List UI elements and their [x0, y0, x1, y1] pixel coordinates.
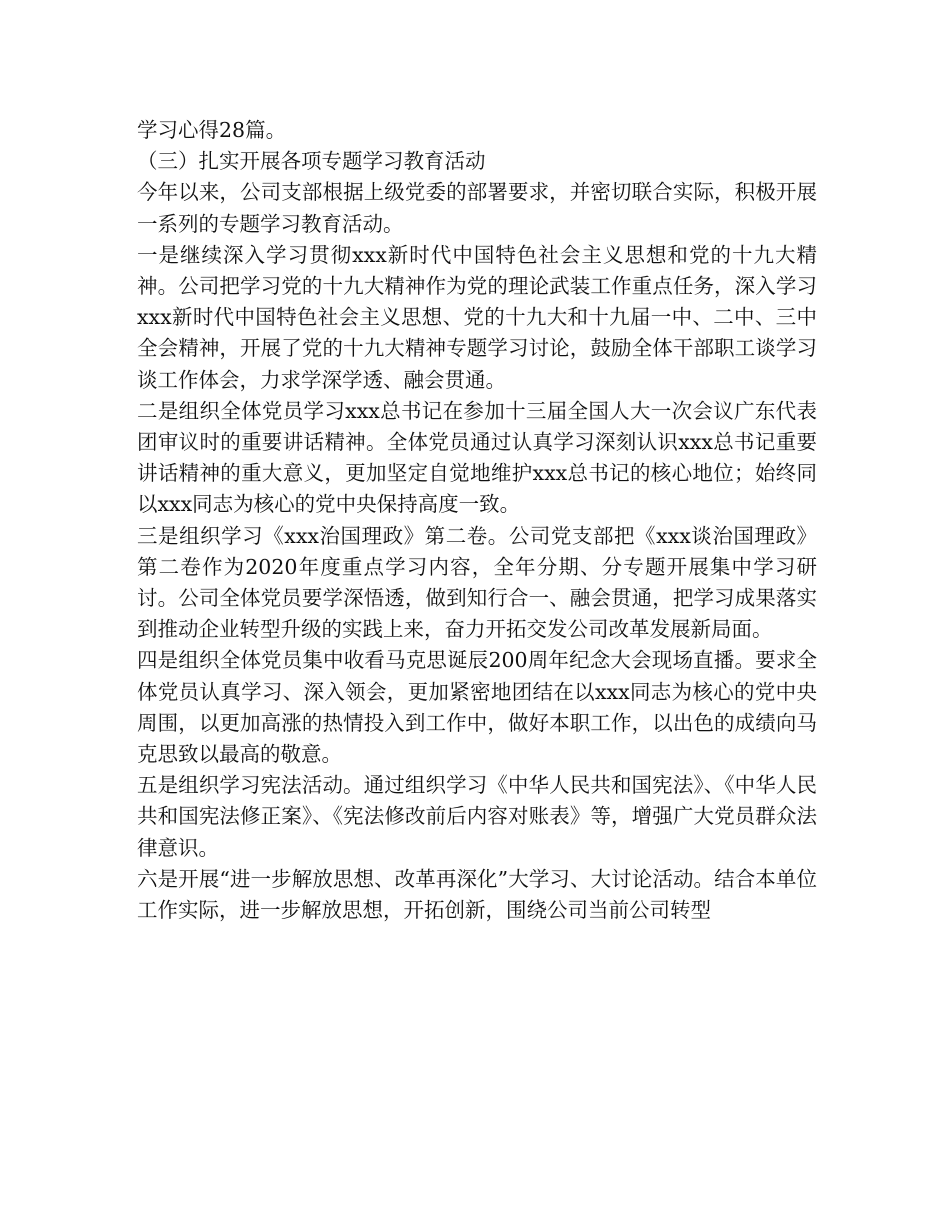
document-body	[137, 115, 817, 926]
paragraph-item-2: 二是组织全体党员学习xxx总书记在参加十三届全国人大一次会议广东代表团审议时的重要讲话精神。全体党员通过认真学习深刻认识xxx总书记重要讲话精神的重大意义，更加坚定自觉地维护xxx总书记的核心地位；始终同以xxx同志为核心的党中央保持高度一致。	[137, 398, 817, 517]
paragraph-1: 学习心得28篇。	[137, 118, 287, 142]
paragraph-item-3: 三是组织学习《xxx治国理政》第二卷。公司党支部把《xxx谈治国理政》第二卷作为2020年度重点学习内容，全年分期、分专题开展集中学习研讨。公司全体党员要学深悟透，做到知行合一、融会贯通，把学习成果落实到推动企业转型升级的实践上来，奋力开拓交发公司改革发展新局面。	[137, 523, 817, 642]
paragraph-item-1: 一是继续深入学习贯彻xxx新时代中国特色社会主义思想和党的十九大精神。公司把学习党的十九大精神作为党的理论武装工作重点任务，深入学习xxx新时代中国特色社会主义思想、党的十九大和十九届一中、二中、三中全会精神，开展了党的十九大精神专题学习讨论，鼓励全体干部职工谈学习谈工作体会，力求学深学透、融会贯通。	[137, 242, 817, 392]
paragraph-intro: 今年以来，公司支部根据上级党委的部署要求，并密切联合实际，积极开展一系列的专题学习教育活动。	[137, 180, 817, 236]
paragraph-item-5: 五是组织学习宪法活动。通过组织学习《中华人民共和国宪法》、《中华人民共和国宪法修正案》、《宪法修改前后内容对账表》等，增强广大党员群众法律意识。	[137, 773, 817, 860]
paragraph-item-4: 四是组织全体党员集中收看马克思诞辰200周年纪念大会现场直播。要求全体党员认真学习、深入领会，更加紧密地团结在以xxx同志为核心的党中央周围，以更加高涨的热情投入到工作中，做好本职工作，以出色的成绩向马克思致以最高的敬意。	[137, 648, 817, 767]
paragraph-item-6: 六是开展“进一步解放思想、改革再深化”大学习、大讨论活动。结合本单位工作实际，进一步解放思想，开拓创新，围绕公司当前公司转型	[137, 866, 817, 923]
section-heading: （三）扎实开展各项专题学习教育活动	[137, 149, 486, 174]
